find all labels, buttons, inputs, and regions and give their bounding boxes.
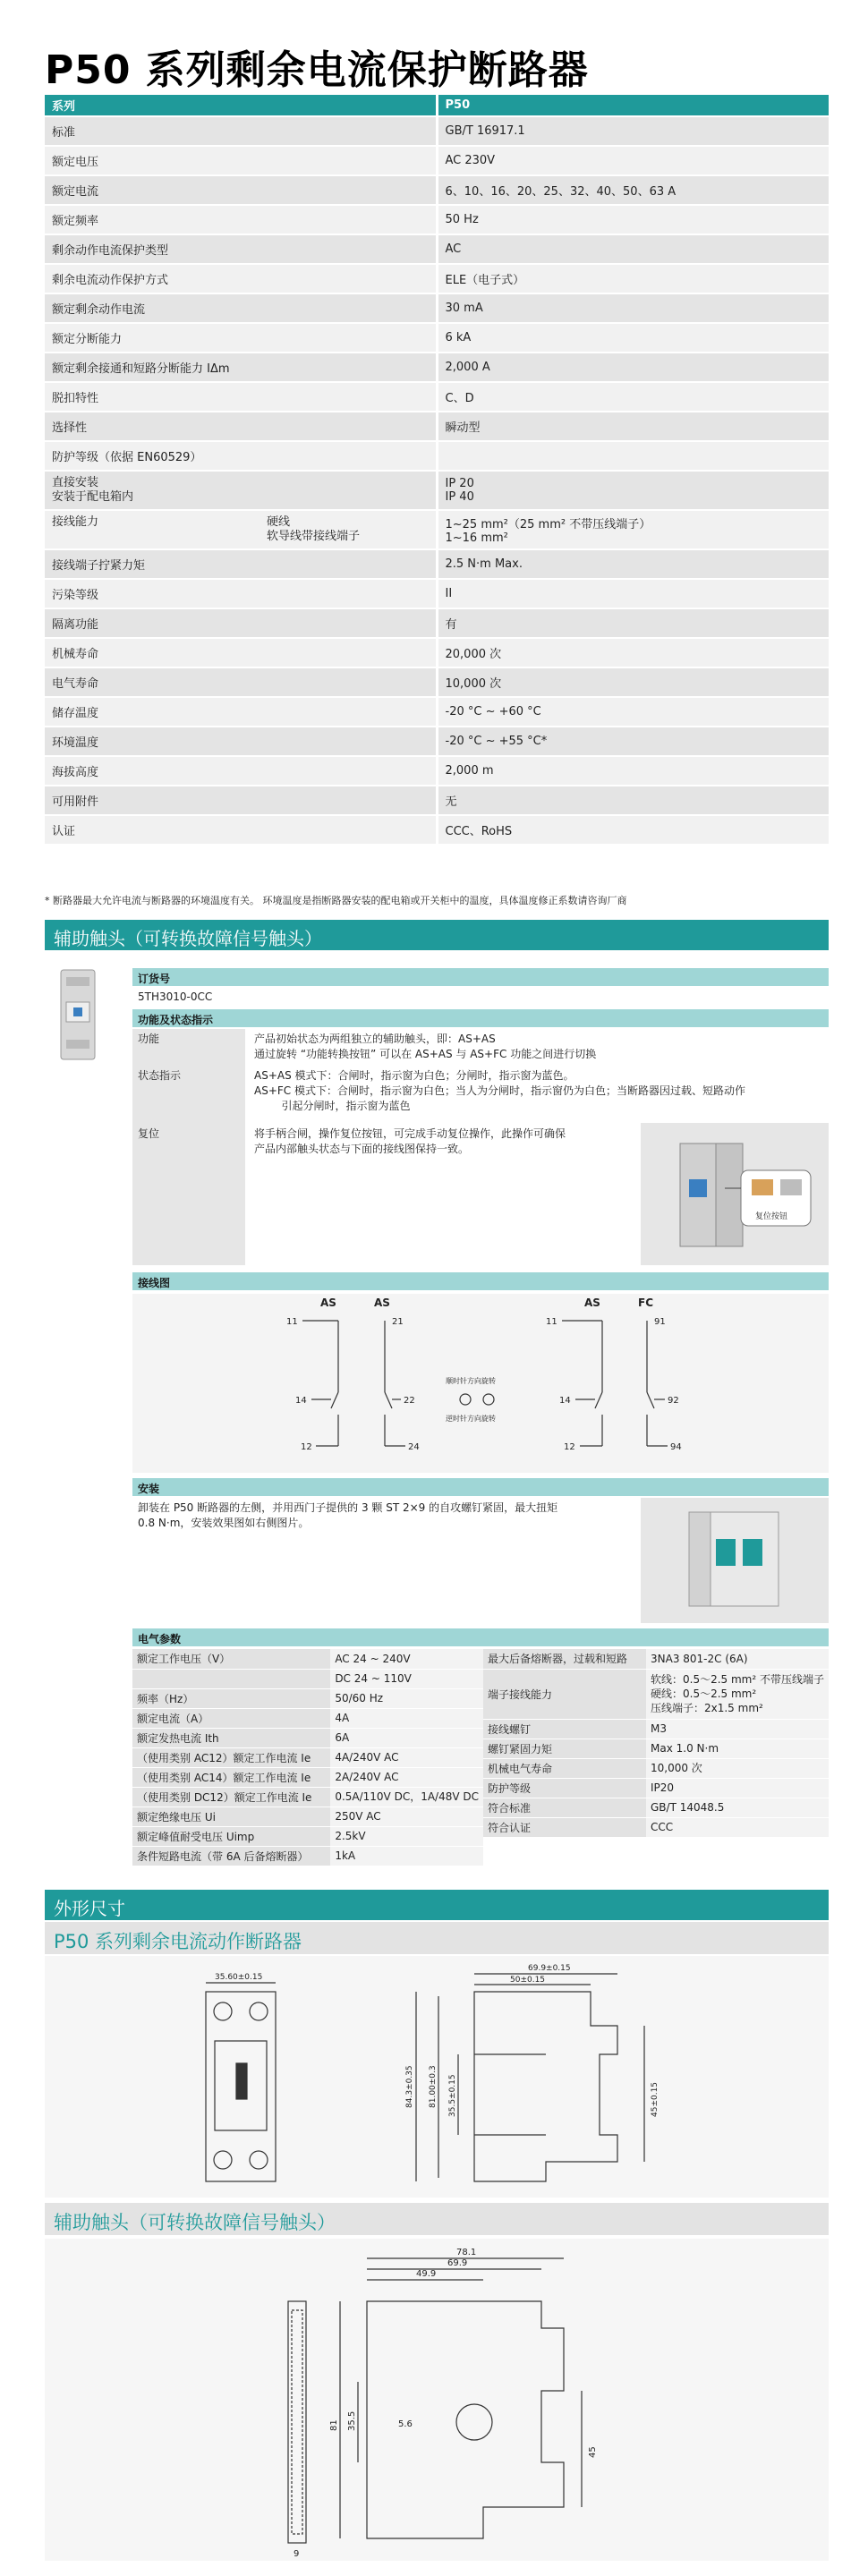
aux-dim-69: 69.9 [447, 2258, 468, 2268]
spec-label: 额定剩余接通和短路分断能力 IΔm [45, 353, 437, 382]
spec-value: 1~25 mm²（25 mm² 不带压线端子） 1~16 mm² [437, 510, 829, 549]
electrical-param: 端子接线能力 [483, 1669, 646, 1719]
electrical-param: 额定工作电压（V） [132, 1649, 330, 1669]
aux-dim-9: 9 [294, 2549, 300, 2559]
spec-label: 额定剩余动作电流 [45, 293, 437, 323]
install-label: 安装 [132, 1478, 829, 1496]
electrical-row [132, 1728, 483, 1747]
page-title: P50 系列剩余电流保护断路器 [45, 47, 589, 93]
aux-dimension-drawing [45, 2239, 829, 2561]
spec-header-value: P50 [437, 95, 829, 116]
spec-row [45, 382, 829, 412]
spec-row [45, 638, 829, 667]
spec-value: -20 °C ~ +55 °C* [437, 727, 829, 756]
spec-row [45, 353, 829, 382]
electrical-value: M3 [646, 1719, 829, 1739]
electrical-label: 电气参数 [132, 1628, 829, 1646]
aux-section-title: 辅助触头（可转换故障信号触头） [45, 920, 829, 950]
terminal-12b: 12 [564, 1442, 575, 1452]
spec-row [45, 667, 829, 697]
spec-label: 接线端子拧紧力矩 [45, 549, 437, 579]
spec-row [45, 116, 829, 146]
electrical-value: 软线：0.5～2.5 mm² 不带压线端子 硬线：0.5～2.5 mm² 压线端子：2x1.5 mm² [646, 1669, 829, 1719]
electrical-row [132, 1787, 483, 1807]
terminal-14a: 14 [295, 1396, 307, 1406]
spec-label: 防护等级（依据 EN60529） [45, 441, 437, 471]
spec-label-sub: 硬线 软导线带接线端子 [267, 515, 361, 543]
electrical-param: （使用类别 AC14）额定工作电流 Ie [132, 1767, 330, 1787]
spec-value: 6 kA [437, 323, 829, 353]
electrical-param: 额定发热电流 Ith [132, 1728, 330, 1747]
terminal-11a: 11 [286, 1317, 298, 1327]
electrical-row [132, 1649, 483, 1669]
spec-label: 剩余电流动作保护方式 [45, 264, 437, 293]
spec-label: 选择性 [45, 412, 437, 441]
electrical-row [132, 1669, 483, 1688]
terminal-11b: 11 [546, 1317, 557, 1327]
spec-table [45, 95, 829, 846]
electrical-row [132, 1747, 483, 1767]
electrical-param: （使用类别 AC12）额定工作电流 Ie [132, 1747, 330, 1767]
dims-sub-title-1: P50 系列剩余电流动作断路器 [45, 1922, 829, 1954]
wiring-as-2: AS [374, 1297, 390, 1309]
aux-contact-image [54, 966, 103, 1065]
spec-value: 2.5 N·m Max. [437, 549, 829, 579]
electrical-param: 条件短路电流（带 6A 后备熔断器） [132, 1846, 330, 1866]
spec-label: 额定电压 [45, 146, 437, 175]
terminal-92: 92 [668, 1396, 679, 1406]
breaker-dimension-drawing [45, 1956, 829, 2198]
electrical-table-left [132, 1649, 483, 1866]
dim-height-2: 81.00±0.3 [429, 2065, 438, 2108]
rotate-cw-label: 顺时针方向旋转 [446, 1377, 496, 1385]
electrical-value: CCC [646, 1817, 829, 1837]
dim-height-1: 84.3±0.35 [405, 2065, 414, 2108]
electrical-value: 0.5A/110V DC，1A/48V DC [330, 1787, 483, 1807]
spec-label: 直接安装 安装于配电箱内 [45, 471, 437, 510]
spec-label: 可用附件 [45, 786, 437, 815]
electrical-param: 额定峰值耐受电压 Uimp [132, 1826, 330, 1846]
spec-row [45, 323, 829, 353]
spec-header-series: 系列 [45, 95, 437, 116]
aux-dim-81: 81 [329, 2419, 339, 2431]
electrical-value: 4A/240V AC [330, 1747, 483, 1767]
function-name: 功能 [138, 1033, 160, 1045]
spec-row [45, 756, 829, 786]
spec-label: 机械寿命 [45, 638, 437, 667]
electrical-param: 机械电气寿命 [483, 1758, 646, 1778]
spec-footnote: * 断路器最大允许电流与断路器的环境温度有关。 环境温度是指断路器安装的配电箱或开关柜中的温度，具体温度修正系数请咨询厂商 [45, 895, 627, 906]
electrical-param: 符合认证 [483, 1817, 646, 1837]
spec-label: 额定电流 [45, 175, 437, 205]
spec-label-main: 接线能力 [52, 515, 99, 529]
spec-row [45, 510, 829, 549]
spec-row [45, 786, 829, 815]
status-text: AS+AS 模式下：合闸时，指示窗为白色；分闸时，指示窗为蓝色。 AS+FC 模式下：合闸时，指示窗为白色；当人为分闸时，指示窗仍为白色；当断路器因过载、短路动作 引起分闸时，指示窗为蓝色 [254, 1069, 745, 1112]
spec-row [45, 293, 829, 323]
spec-label: 污染等级 [45, 579, 437, 608]
spec-label: 海拔高度 [45, 756, 437, 786]
spec-value: IP 20 IP 40 [437, 471, 829, 510]
spec-value: AC 230V [437, 146, 829, 175]
electrical-row [132, 1767, 483, 1787]
electrical-value: 2A/240V AC [330, 1767, 483, 1787]
order-number: 5TH3010-0CC [138, 990, 213, 1003]
aux-dim-35: 35.5 [347, 2410, 357, 2431]
aux-dim-56: 5.6 [398, 2419, 413, 2429]
wiring-diagram [132, 1294, 829, 1473]
spec-row [45, 234, 829, 264]
electrical-value: 50/60 Hz [330, 1688, 483, 1708]
electrical-value: IP20 [646, 1778, 829, 1798]
spec-label: 电气寿命 [45, 667, 437, 697]
spec-row [45, 205, 829, 234]
spec-value: 50 Hz [437, 205, 829, 234]
spec-value: 瞬动型 [437, 412, 829, 441]
electrical-row [132, 1846, 483, 1866]
spec-row [45, 441, 829, 471]
terminal-14b: 14 [559, 1396, 571, 1406]
spec-value: ELE（电子式） [437, 264, 829, 293]
electrical-value: Max 1.0 N·m [646, 1739, 829, 1758]
electrical-param: 符合标准 [483, 1798, 646, 1817]
electrical-param: 额定绝缘电压 Ui [132, 1807, 330, 1826]
spec-label: 环境温度 [45, 727, 437, 756]
dims-sub-title-2: 辅助触头（可转换故障信号触头） [45, 2203, 829, 2235]
electrical-param: 最大后备熔断器，过载和短路 [483, 1649, 646, 1669]
spec-value: 2,000 m [437, 756, 829, 786]
spec-value: AC [437, 234, 829, 264]
spec-row [45, 146, 829, 175]
dim-front-width: 35.60±0.15 [215, 1973, 263, 1982]
wiring-as-1: AS [320, 1297, 336, 1309]
electrical-value: 10,000 次 [646, 1758, 829, 1778]
electrical-value: 2.5kV [330, 1826, 483, 1846]
spec-value: GB/T 16917.1 [437, 116, 829, 146]
wiring-label: 接线图 [132, 1272, 829, 1290]
function-text: 产品初始状态为两组独立的辅助触头，即：AS+AS 通过旋转 “功能转换按钮” 可以在 AS+AS 与 AS+FC 功能之间进行切换 [254, 1033, 597, 1060]
spec-value: 有 [437, 608, 829, 638]
aux-dim-78: 78.1 [456, 2248, 477, 2257]
dim-50: 50±0.15 [510, 1976, 546, 1985]
spec-value: 30 mA [437, 293, 829, 323]
spec-value: II [437, 579, 829, 608]
aux-dim-45: 45 [588, 2446, 598, 2458]
spec-value: 2,000 A [437, 353, 829, 382]
spec-label: 剩余动作电流保护类型 [45, 234, 437, 264]
dim-45: 45±0.15 [651, 2081, 660, 2117]
dims-section-title: 外形尺寸 [45, 1890, 829, 1920]
spec-label: 标准 [45, 116, 437, 146]
electrical-value: AC 24 ~ 240V [330, 1649, 483, 1669]
spec-row [45, 264, 829, 293]
spec-row [45, 579, 829, 608]
rotate-ccw-label: 逆时针方向旋转 [446, 1415, 496, 1423]
spec-label: 储存温度 [45, 697, 437, 727]
electrical-row [132, 1826, 483, 1846]
terminal-91: 91 [654, 1317, 666, 1327]
electrical-param [132, 1669, 330, 1688]
spec-value: CCC、RoHS [437, 815, 829, 845]
spec-row [45, 175, 829, 205]
electrical-param: 螺钉紧固力矩 [483, 1739, 646, 1758]
electrical-value: DC 24 ~ 110V [330, 1669, 483, 1688]
electrical-row [132, 1688, 483, 1708]
electrical-row [483, 1739, 829, 1758]
spec-row [45, 727, 829, 756]
electrical-table-right [483, 1649, 829, 1838]
electrical-value: 6A [330, 1728, 483, 1747]
terminal-24: 24 [408, 1442, 420, 1452]
dim-total-width: 69.9±0.15 [528, 1964, 571, 1973]
electrical-value: GB/T 14048.5 [646, 1798, 829, 1817]
spec-value: -20 °C ~ +60 °C [437, 697, 829, 727]
spec-row [45, 608, 829, 638]
spec-value: 10,000 次 [437, 667, 829, 697]
spec-value [437, 441, 829, 471]
electrical-row [483, 1758, 829, 1778]
spec-label: 额定频率 [45, 205, 437, 234]
function-label: 功能及状态指示 [132, 1009, 829, 1027]
terminal-22: 22 [404, 1396, 415, 1406]
terminal-21: 21 [392, 1317, 404, 1327]
spec-row [45, 471, 829, 510]
order-label: 订货号 [132, 968, 829, 986]
install-text: 卸装在 P50 断路器的左侧，并用西门子提供的 3 颗 ST 2×9 的自攻螺钉紧固，最大扭矩 0.8 N·m，安装效果图如右侧图片。 [138, 1501, 558, 1529]
wiring-fc: FC [638, 1297, 654, 1309]
spec-label: 额定分断能力 [45, 323, 437, 353]
electrical-row [483, 1649, 829, 1669]
wiring-as-3: AS [584, 1297, 600, 1309]
electrical-param: （使用类别 DC12）额定工作电流 Ie [132, 1787, 330, 1807]
spec-row [45, 549, 829, 579]
electrical-row [132, 1807, 483, 1826]
spec-row [45, 697, 829, 727]
electrical-param: 频率（Hz） [132, 1688, 330, 1708]
electrical-row [483, 1669, 829, 1719]
electrical-value: 4A [330, 1708, 483, 1728]
dim-height-3: 35.5±0.15 [448, 2074, 457, 2117]
electrical-param: 防护等级 [483, 1778, 646, 1798]
electrical-row [483, 1798, 829, 1817]
electrical-value: 3NA3 801-2C (6A) [646, 1649, 829, 1669]
electrical-param: 接线螺钉 [483, 1719, 646, 1739]
reset-name: 复位 [138, 1127, 160, 1140]
electrical-row [483, 1778, 829, 1798]
spec-label: 脱扣特性 [45, 382, 437, 412]
spec-value: 无 [437, 786, 829, 815]
electrical-value: 250V AC [330, 1807, 483, 1826]
terminal-12a: 12 [301, 1442, 312, 1452]
terminal-94: 94 [670, 1442, 682, 1452]
electrical-row [483, 1719, 829, 1739]
spec-label [45, 510, 437, 549]
spec-label: 认证 [45, 815, 437, 845]
aux-dim-49: 49.9 [416, 2269, 437, 2279]
status-name: 状态指示 [138, 1069, 182, 1082]
electrical-param: 额定电流（A） [132, 1708, 330, 1728]
reset-text: 将手柄合闸，操作复位按钮，可完成手动复位操作，此操作可确保 产品内部触头状态与下面的接线图保持一致。 [254, 1127, 566, 1155]
spec-row [45, 815, 829, 845]
electrical-row [483, 1817, 829, 1837]
reset-button-image [662, 1135, 823, 1255]
spec-label: 隔离功能 [45, 608, 437, 638]
reset-button-label: 复位按钮 [755, 1212, 788, 1221]
install-image [680, 1503, 796, 1615]
spec-value: 20,000 次 [437, 638, 829, 667]
spec-row [45, 412, 829, 441]
spec-value: 6、10、16、20、25、32、40、50、63 A [437, 175, 829, 205]
spec-value: C、D [437, 382, 829, 412]
electrical-row [132, 1708, 483, 1728]
electrical-value: 1kA [330, 1846, 483, 1866]
